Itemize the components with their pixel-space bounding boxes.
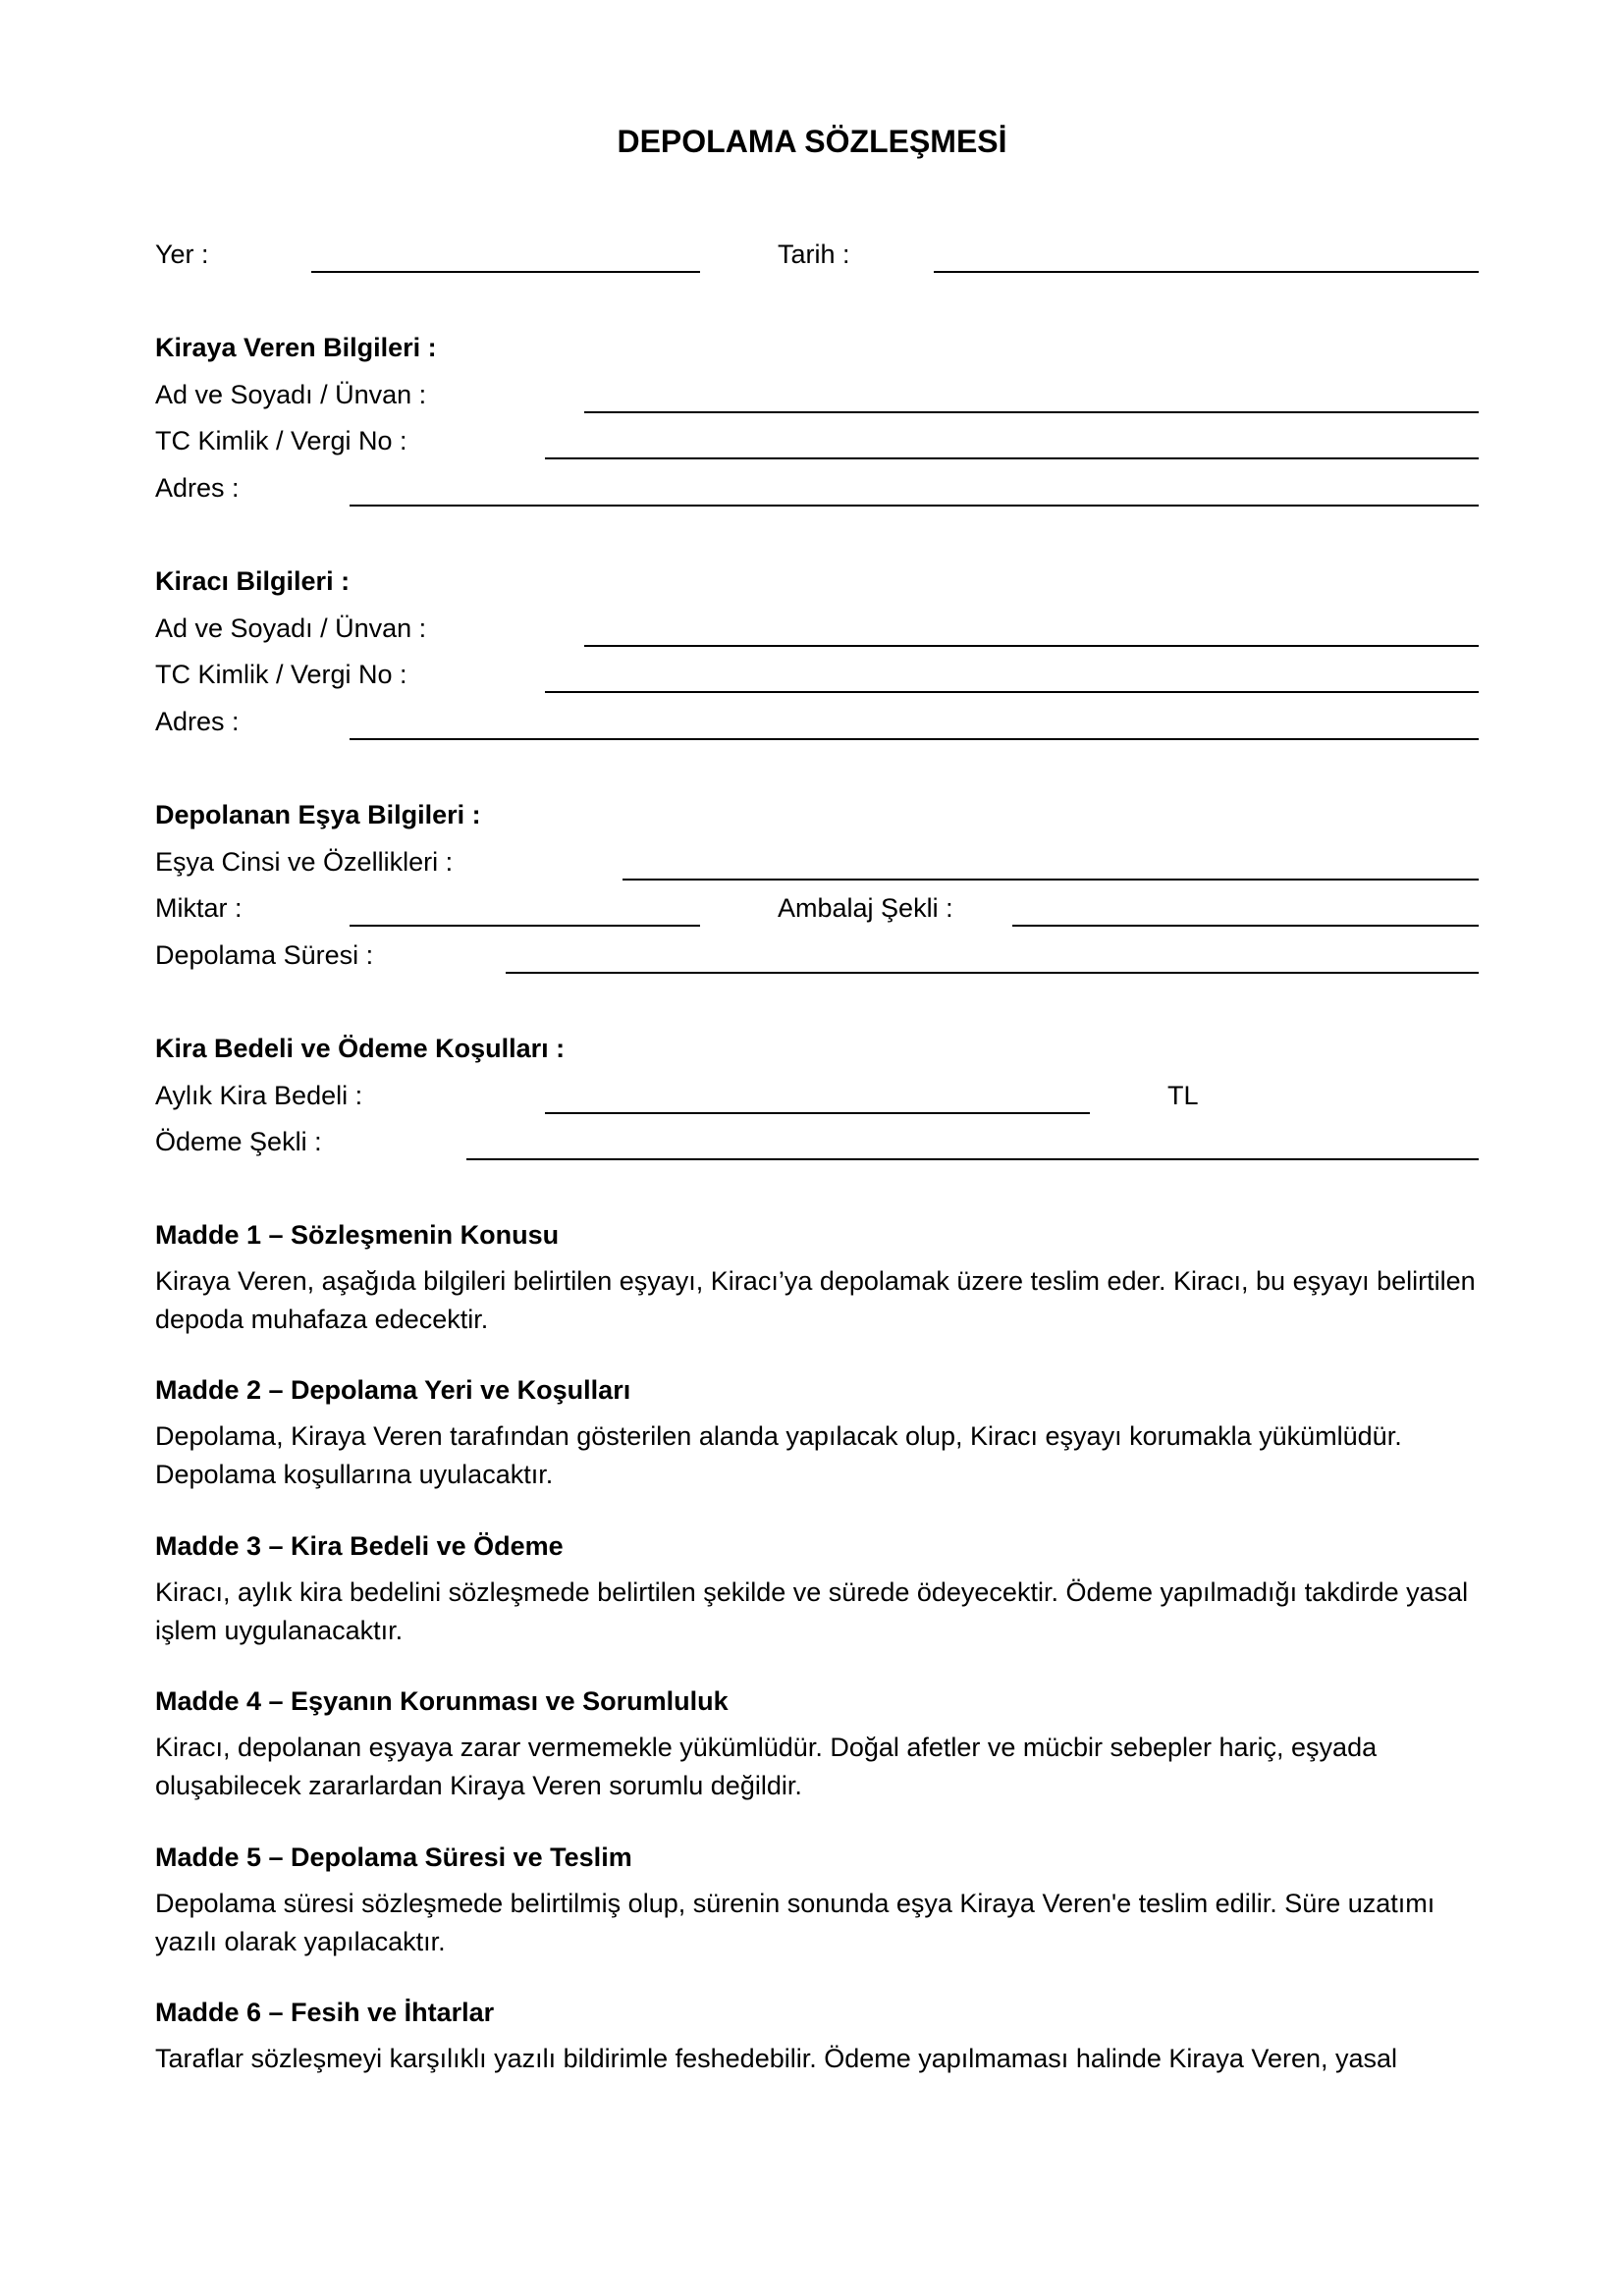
- payment-heading: Kira Bedeli ve Ödeme Koşulları :: [155, 1034, 566, 1063]
- payment-method-label: Ödeme Şekli :: [155, 1127, 322, 1156]
- document-title: DEPOLAMA SÖZLEŞMESİ: [617, 124, 1007, 159]
- goods-heading: Depolanan Eşya Bilgileri :: [155, 800, 481, 829]
- payment-method-line[interactable]: [466, 1158, 1479, 1160]
- article-title: Madde 2 – Depolama Yeri ve Koşulları: [155, 1375, 631, 1405]
- article-title: Madde 3 – Kira Bedeli ve Ödeme: [155, 1531, 564, 1561]
- article-title: Madde 4 – Eşyanın Korunması ve Sorumluluk: [155, 1686, 729, 1716]
- tenant-id-line[interactable]: [545, 691, 1479, 693]
- date-label: Tarih :: [778, 240, 850, 269]
- payment-currency: TL: [1167, 1081, 1199, 1110]
- goods-packaging-line[interactable]: [1012, 925, 1479, 927]
- goods-duration-line[interactable]: [506, 972, 1479, 974]
- article-title: Madde 1 – Sözleşmenin Konusu: [155, 1220, 560, 1250]
- tenant-name-line[interactable]: [584, 645, 1479, 647]
- date-field-line[interactable]: [934, 271, 1479, 273]
- place-field-line[interactable]: [311, 271, 700, 273]
- payment-monthly-label: Aylık Kira Bedeli :: [155, 1081, 363, 1110]
- tenant-address-line[interactable]: [350, 738, 1479, 740]
- article-title: Madde 5 – Depolama Süresi ve Teslim: [155, 1842, 632, 1872]
- place-label: Yer :: [155, 240, 209, 269]
- lessor-id-line[interactable]: [545, 457, 1479, 459]
- lessor-address-label: Adres :: [155, 473, 240, 503]
- tenant-name-label: Ad ve Soyadı / Ünvan :: [155, 614, 427, 643]
- tenant-heading: Kiracı Bilgileri :: [155, 566, 351, 596]
- lessor-address-line[interactable]: [350, 505, 1479, 507]
- goods-duration-label: Depolama Süresi :: [155, 940, 374, 970]
- article-body: Taraflar sözleşmeyi karşılıklı yazılı bildirimle feshedebilir. Ödeme yapılmaması halinde Kiraya Veren, yasal: [155, 2044, 1398, 2073]
- article-body: Kiracı, depolanan eşyaya zarar vermemekle yükümlüdür. Doğal afetler ve mücbir sebepler hariç, eşyada oluşabilecek zararlardan Kiraya Veren sorumlu değildir.: [155, 1733, 1378, 1800]
- goods-type-label: Eşya Cinsi ve Özellikleri :: [155, 847, 454, 877]
- lessor-heading: Kiraya Veren Bilgileri :: [155, 333, 437, 362]
- article-body: Kiracı, aylık kira bedelini sözleşmede belirtilen şekilde ve sürede ödeyecektir. Ödeme yapılmadığı takdirde yasal işlem uygulanacaktır.: [155, 1577, 1469, 1645]
- goods-type-line[interactable]: [623, 879, 1479, 881]
- lessor-name-line[interactable]: [584, 411, 1479, 413]
- goods-packaging-label: Ambalaj Şekli :: [778, 893, 953, 923]
- lessor-name-label: Ad ve Soyadı / Ünvan :: [155, 380, 427, 409]
- lessor-id-label: TC Kimlik / Vergi No :: [155, 426, 407, 455]
- article-title: Madde 6 – Fesih ve İhtarlar: [155, 1998, 495, 2027]
- goods-quantity-label: Miktar :: [155, 893, 243, 923]
- payment-monthly-line[interactable]: [545, 1112, 1090, 1114]
- article-body: Depolama süresi sözleşmede belirtilmiş olup, sürenin sonunda eşya Kiraya Veren'e teslim edilir. Süre uzatımı yazılı olarak yapılacaktır.: [155, 1889, 1435, 1956]
- tenant-address-label: Adres :: [155, 707, 240, 736]
- article-body: Depolama, Kiraya Veren tarafından gösterilen alanda yapılacak olup, Kiracı eşyayı korumakla yükümlüdür. Depolama koşullarına uyulacaktır.: [155, 1421, 1402, 1489]
- tenant-id-label: TC Kimlik / Vergi No :: [155, 660, 407, 689]
- goods-quantity-line[interactable]: [350, 925, 700, 927]
- article-body: Kiraya Veren, aşağıda bilgileri belirtilen eşyayı, Kiracı’ya depolamak üzere teslim eder. Kiracı, bu eşyayı belirtilen depoda muhafaza edecektir.: [155, 1266, 1476, 1334]
